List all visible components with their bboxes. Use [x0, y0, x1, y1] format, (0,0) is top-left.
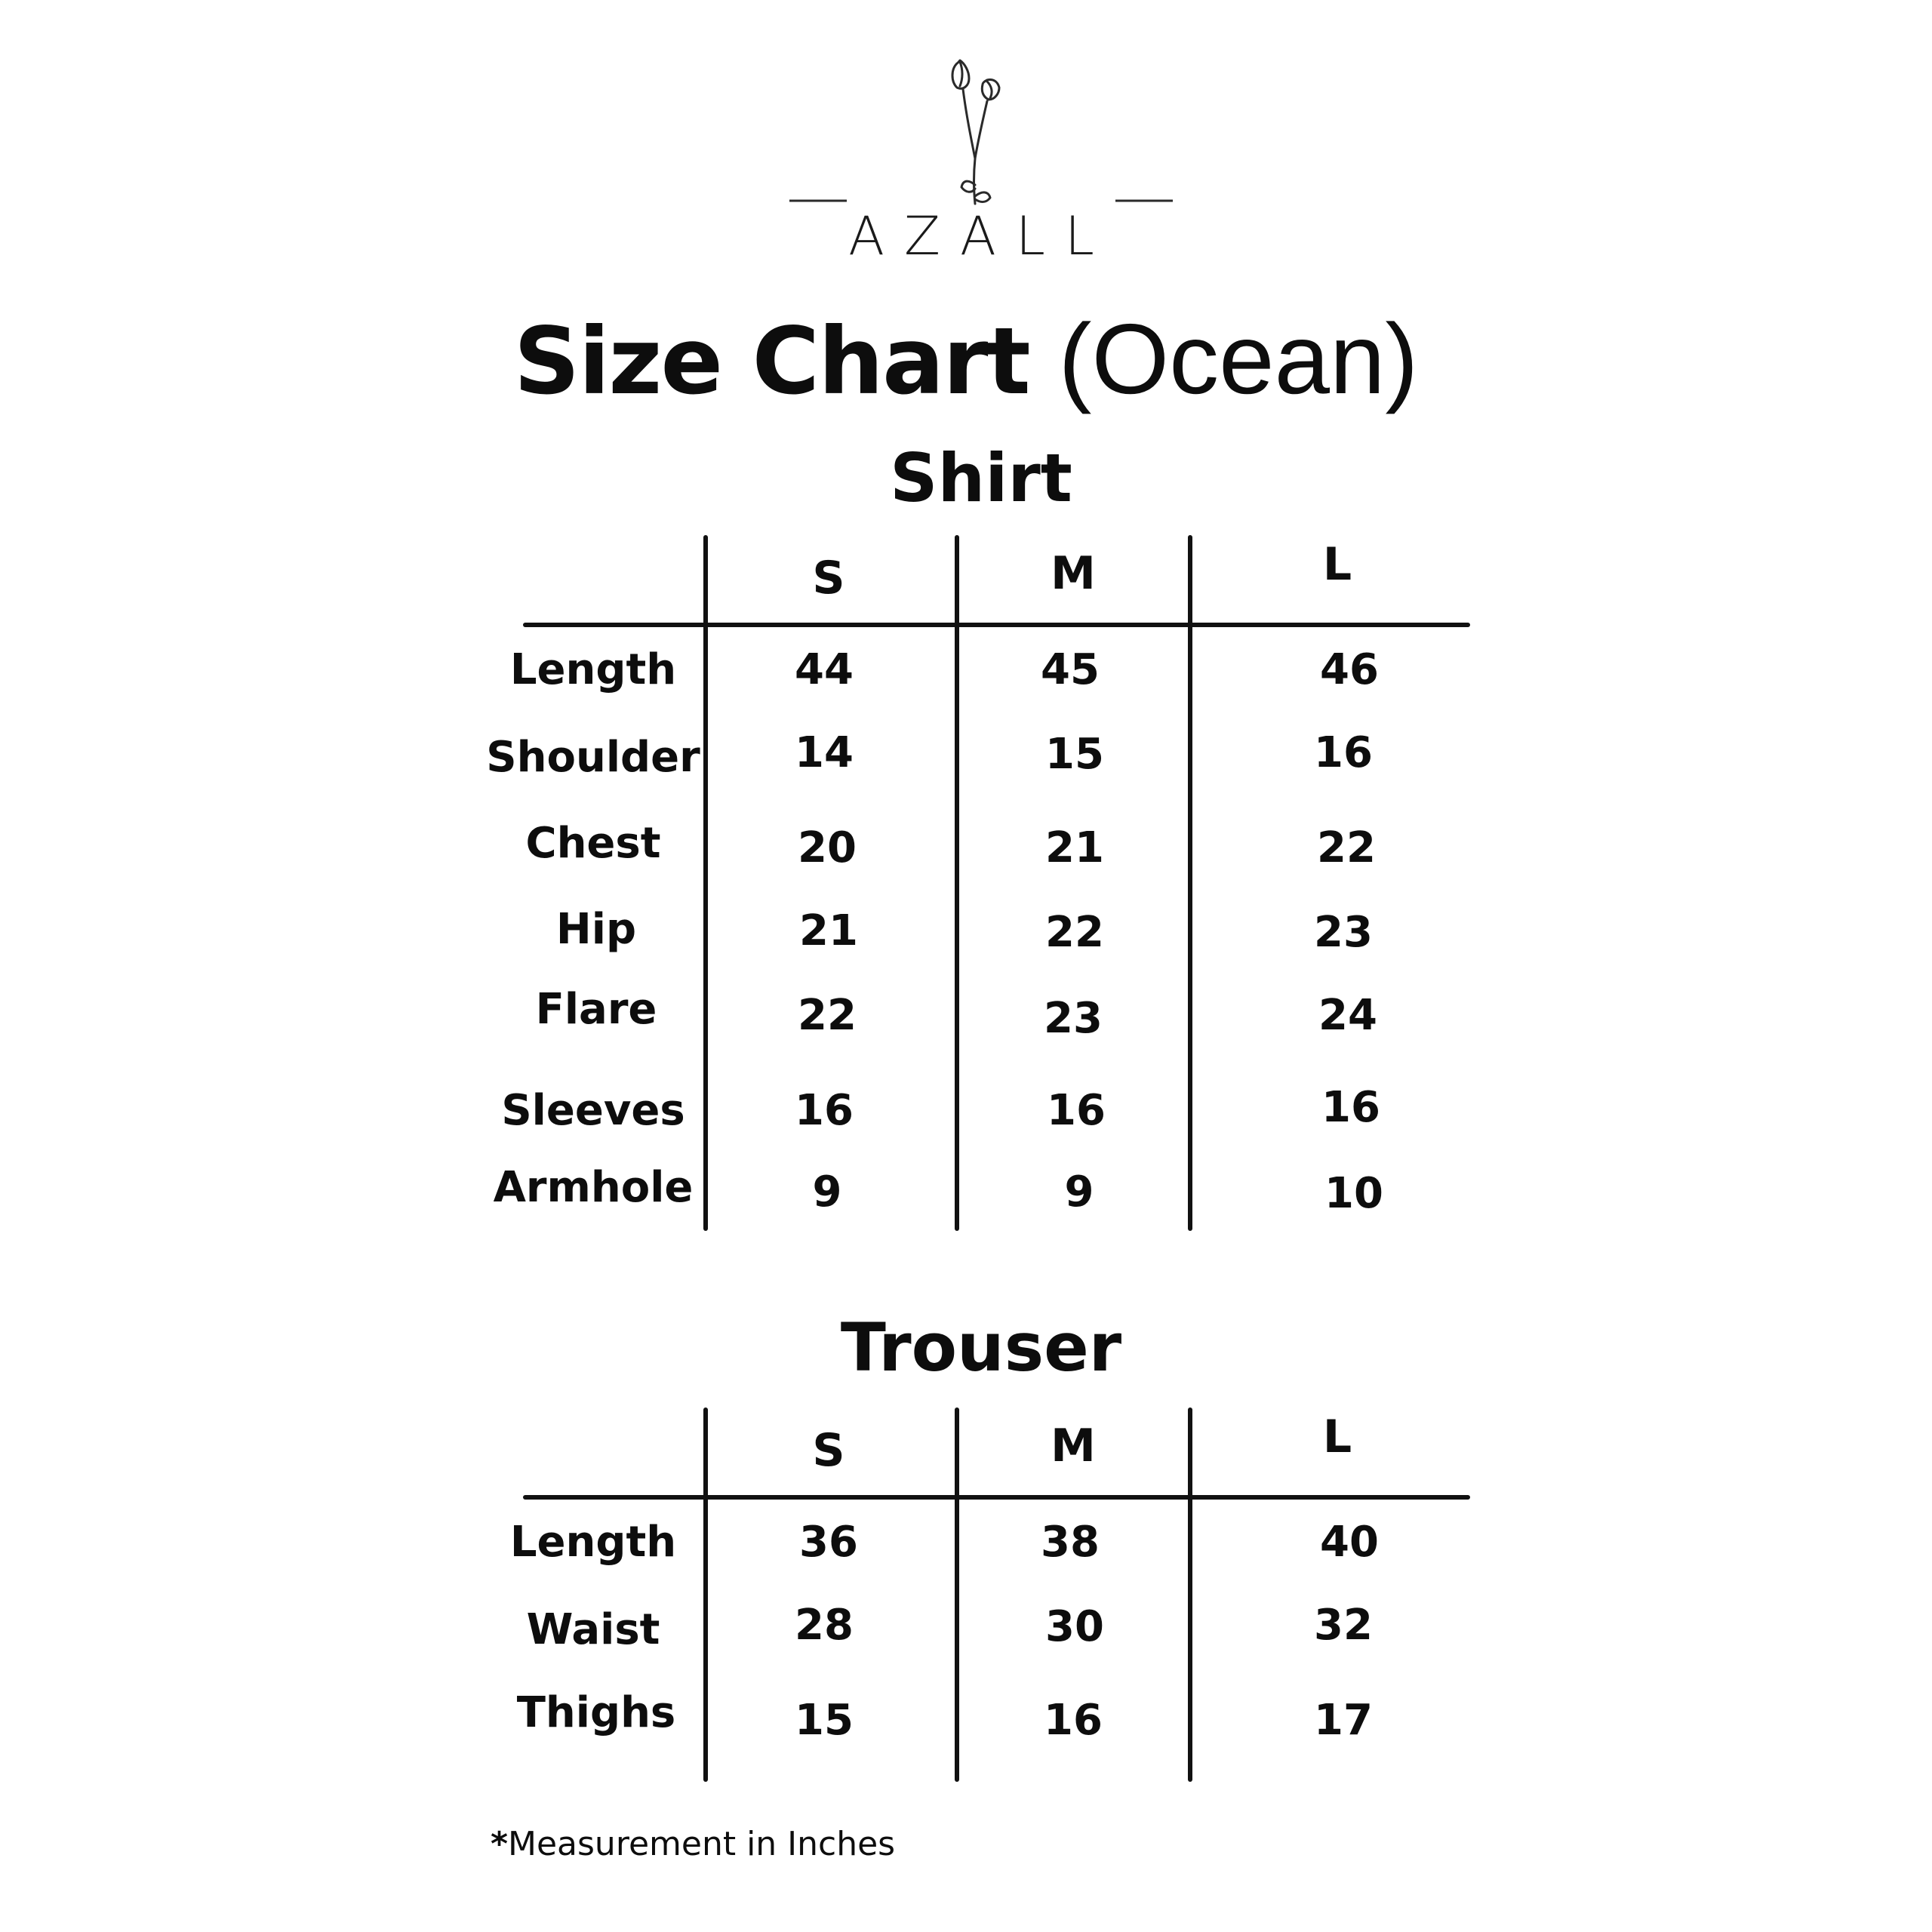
shirt-row-label: Length [509, 645, 677, 694]
footnote-text: Measurement in Inches [508, 1825, 896, 1863]
shirt-row-label: Shoulder [486, 733, 700, 782]
trouser-row-label: Waist [526, 1605, 660, 1654]
shirt-cell: 14 [795, 728, 854, 777]
shirt-row-label: Armhole [493, 1163, 694, 1212]
trouser-cell: 32 [1314, 1601, 1373, 1650]
shirt-cell: 20 [798, 823, 857, 872]
trouser-row-label: Length [509, 1518, 677, 1567]
trouser-cell: 15 [795, 1696, 854, 1745]
brand-wordmark: AZALL [848, 205, 1114, 267]
trouser-header-l: L [1322, 1411, 1352, 1463]
shirt-cell: 22 [1317, 823, 1376, 872]
shirt-section-title: Shirt [890, 439, 1072, 517]
trouser-cell: 16 [1044, 1696, 1103, 1745]
shirt-cell: 21 [1045, 823, 1104, 872]
page-title-main: Size Chart [513, 308, 1029, 415]
shirt-cell: 16 [1321, 1083, 1380, 1132]
shirt-header-l: L [1322, 538, 1352, 591]
shirt-row-label: Sleeves [501, 1086, 685, 1135]
shirt-cell: 46 [1320, 645, 1379, 694]
trouser-cell: 17 [1314, 1696, 1373, 1745]
trouser-cell: 30 [1045, 1602, 1104, 1651]
footnote-asterisk: * [491, 1825, 509, 1863]
shirt-cell: 22 [798, 991, 857, 1040]
shirt-cell: 16 [1047, 1086, 1106, 1135]
shirt-cell: 15 [1045, 730, 1104, 779]
trouser-cell: 28 [795, 1601, 854, 1650]
shirt-header-m: M [1051, 547, 1096, 600]
shirt-row-label: Chest [525, 819, 661, 868]
shirt-cell: 9 [812, 1168, 842, 1217]
trouser-row-label: Thighs [516, 1688, 676, 1737]
shirt-cell: 10 [1324, 1169, 1383, 1218]
trouser-section-title: Trouser [840, 1309, 1122, 1386]
trouser-cell: 36 [799, 1518, 858, 1567]
shirt-cell: 9 [1064, 1168, 1094, 1217]
trouser-cell: 38 [1041, 1518, 1100, 1567]
shirt-header-s: S [812, 552, 845, 605]
trouser-header-s: S [812, 1424, 845, 1477]
page-title-variant: (Ocean) [1058, 303, 1419, 414]
shirt-cell: 23 [1044, 994, 1103, 1043]
shirt-cell: 44 [795, 645, 854, 694]
shirt-row-label: Hip [555, 905, 637, 954]
shirt-cell: 24 [1318, 991, 1377, 1040]
trouser-header-m: M [1051, 1420, 1096, 1472]
shirt-cell: 23 [1314, 908, 1373, 957]
trouser-cell: 40 [1320, 1518, 1379, 1567]
shirt-row-label: Flare [535, 985, 657, 1034]
shirt-cell: 16 [1314, 728, 1373, 777]
shirt-cell: 22 [1045, 908, 1104, 957]
shirt-cell: 45 [1041, 645, 1100, 694]
measurement-footnote [491, 1825, 895, 1863]
shirt-cell: 21 [799, 906, 858, 955]
shirt-cell: 16 [795, 1086, 854, 1135]
